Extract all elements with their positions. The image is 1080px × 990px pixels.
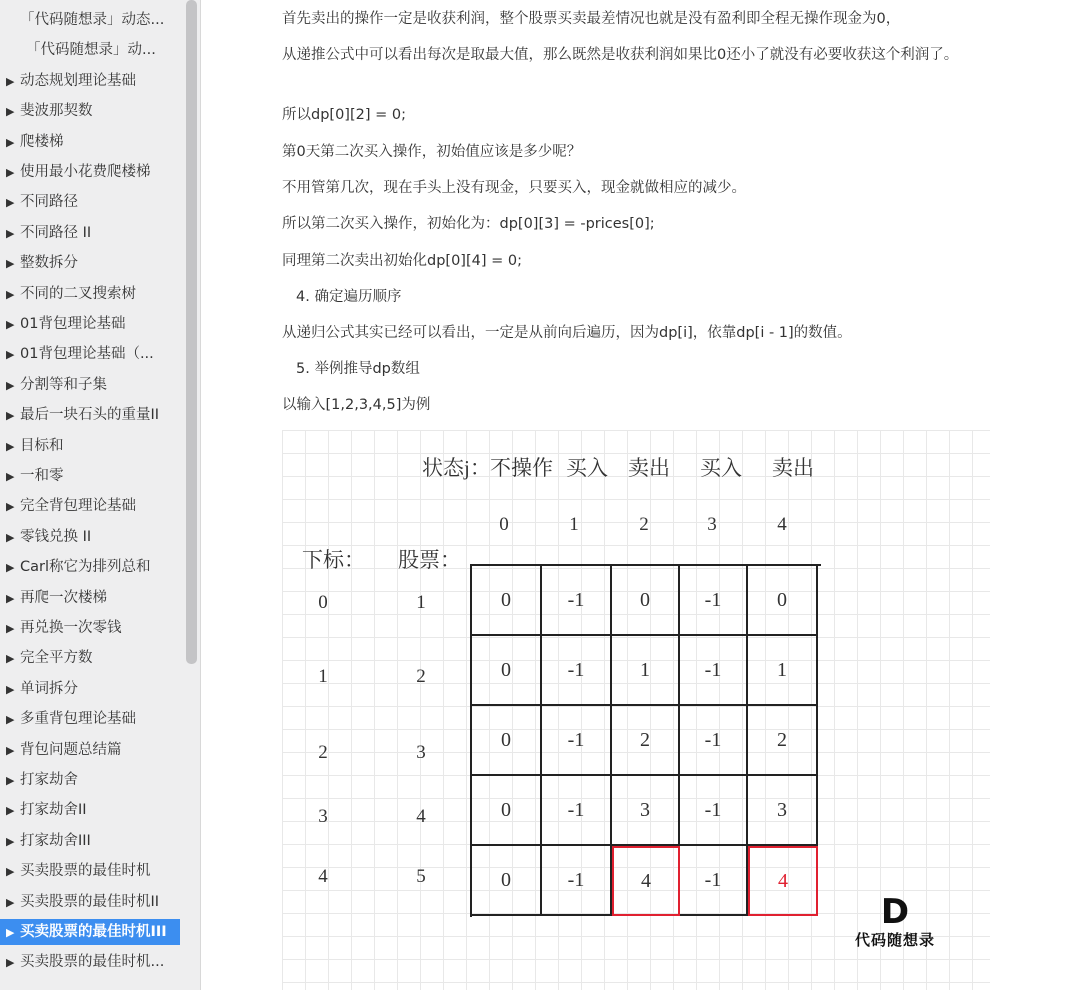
sidebar-item-label: 一和零 [20,468,64,484]
paragraph: 不用管第几次，现在手头上没有现金，只要买入，现金就做相应的减少。 [282,180,746,196]
expand-arrow-icon[interactable]: ▶ [6,530,15,544]
state-header: 不操作 [490,456,553,480]
sidebar-item[interactable] [0,737,180,763]
expand-arrow-icon[interactable]: ▶ [6,409,15,423]
sidebar-item[interactable] [0,645,180,671]
sidebar-item-label: 零钱兑换 II [20,528,92,545]
dp-cell: -1 [680,706,748,776]
paragraph: 第0天第二次买入操作，初始值应该是多少呢？ [282,144,582,160]
sidebar-item-label: 买卖股票的最佳时机III [20,924,167,940]
paragraph: 从递归公式其实已经可以看出，一定是从前向后遍历，因为dp[i]，依靠dp[i - 1]的数值。 [282,325,852,341]
expand-arrow-icon[interactable]: ▶ [6,287,15,301]
list-item: 5. 举例推导dp数组 [296,361,420,377]
dp-cell: -1 [542,706,612,776]
sidebar-item[interactable] [0,98,180,124]
sidebar-item[interactable] [0,615,180,641]
state-label: 状态j： [422,456,491,480]
sidebar-item[interactable] [0,919,180,945]
sidebar-item-label: 不同路径 [20,194,78,211]
sidebar-item[interactable] [0,889,180,915]
sidebar-item-label: 「代码随想录」动态... [20,12,165,28]
sidebar-item[interactable] [0,828,180,854]
expand-arrow-icon[interactable]: ▶ [6,196,15,210]
price-header: 股票： [398,548,461,572]
sidebar-item[interactable] [0,220,180,246]
sidebar-item-label: 01背包理论基础 [20,316,126,332]
sidebar-item[interactable] [0,858,180,884]
expand-arrow-icon[interactable]: ▶ [6,166,15,179]
sidebar-item-label: 单词拆分 [20,680,78,697]
expand-arrow-icon[interactable]: ▶ [6,500,15,514]
expand-arrow-icon[interactable]: ▶ [6,74,15,88]
expand-arrow-icon[interactable]: ▶ [6,135,15,149]
expand-arrow-icon[interactable]: ▶ [6,743,15,757]
sidebar-item[interactable] [0,189,180,215]
expand-arrow-icon[interactable]: ▶ [6,318,15,331]
dp-cell: 0 [748,566,818,636]
expand-arrow-icon[interactable]: ▶ [6,713,15,727]
index-header: 下标： [302,548,365,572]
sidebar-item-label: 完全背包理论基础 [20,498,136,515]
sidebar-item[interactable] [0,949,180,975]
sidebar-item-label: 整数拆分 [20,255,78,272]
sidebar-item-label: 打家劫舍III [20,832,91,849]
sidebar [0,0,201,990]
state-header: 买入 [566,456,608,480]
sidebar-item-label: 买卖股票的最佳时机... [20,954,165,971]
state-header: 买入 [700,456,742,480]
expand-arrow-icon[interactable]: ▶ [6,591,15,605]
sidebar-item-label: Carl称它为排列总和 [20,559,151,576]
sidebar-item[interactable] [0,341,180,367]
dp-cell: -1 [542,776,612,846]
logo-mark: D [880,892,910,932]
sidebar-item-label: 完全平方数 [20,650,93,667]
expand-arrow-icon[interactable]: ▶ [6,774,15,787]
paragraph: 首先卖出的操作一定是收获利润，整个股票买卖最差情况也就是没有盈利即全程无操作现金为0， [282,11,901,27]
sidebar-scrollbar[interactable] [186,0,197,664]
dp-cell: -1 [542,846,612,916]
sidebar-item[interactable] [0,524,180,550]
expand-arrow-icon[interactable]: ▶ [6,470,15,483]
sidebar-item[interactable] [0,767,180,793]
paragraph: 所以dp[0][2] = 0; [282,107,406,123]
sidebar-item[interactable] [0,433,180,459]
sidebar-item-label: 爬楼梯 [20,133,64,150]
sidebar-item-label: 打家劫舍II [20,802,87,819]
dp-cell: 0 [472,636,542,706]
column-index: 0 [499,514,509,535]
price-value: 2 [416,666,426,687]
logo [840,892,950,950]
logo-text: 代码随想录 [854,931,935,949]
sidebar-item-label: 不同路径 II [20,224,92,241]
sidebar-item-label: 斐波那契数 [20,103,93,120]
sidebar-item[interactable] [0,463,180,489]
dp-cell: 0 [472,706,542,776]
dp-cell: 0 [612,566,680,636]
sidebar-item-label: 使用最小花费爬楼梯 [20,164,151,180]
expand-arrow-icon[interactable]: ▶ [6,956,15,970]
sidebar-item[interactable] [0,372,180,398]
dp-cell: -1 [542,566,612,636]
dp-cell: 3 [612,776,680,846]
dp-cell: 3 [748,776,818,846]
row-index: 1 [318,666,328,687]
sidebar-item[interactable] [0,129,180,155]
expand-arrow-icon[interactable]: ▶ [6,895,15,909]
sidebar-item-label: 背包问题总结篇 [20,741,122,758]
sidebar-item-label: 目标和 [20,437,64,454]
dp-cell: 4 [612,846,680,916]
paragraph: 以输入[1,2,3,4,5]为例 [282,397,431,413]
row-index: 2 [318,742,328,763]
sidebar-item-label: 买卖股票的最佳时机II [20,893,160,910]
sidebar-item[interactable] [0,493,180,519]
dp-cell: -1 [680,776,748,846]
expand-arrow-icon[interactable]: ▶ [6,439,15,453]
dp-figure [282,430,990,990]
column-index: 3 [707,514,717,535]
sidebar-item[interactable] [0,585,180,611]
row-index: 0 [318,592,328,613]
paragraph: 所以第二次买入操作，初始化为：dp[0][3] = -prices[0]; [282,216,655,232]
sidebar-item[interactable] [0,706,180,732]
dp-cell: -1 [542,636,612,706]
paragraph: 从递推公式中可以看出每次是取最大值，那么既然是收获利润如果比0还小了就没有必要收获这个利润了。 [282,47,959,63]
column-index: 1 [569,514,579,535]
dp-cell: 0 [472,776,542,846]
expand-arrow-icon[interactable]: ▶ [6,348,15,362]
state-header: 卖出 [772,456,814,480]
price-value: 4 [416,806,426,827]
sidebar-item-label: 打家劫舍 [20,772,78,788]
sidebar-item-label: 买卖股票的最佳时机 [20,863,151,880]
sidebar-item[interactable] [0,159,180,185]
dp-cell: 4 [748,846,818,916]
sidebar-item[interactable] [0,68,180,94]
price-value: 1 [416,592,426,613]
expand-arrow-icon[interactable]: ▶ [6,834,15,848]
sidebar-item[interactable] [0,676,180,702]
sidebar-item-label: 再爬一次楼梯 [20,589,107,606]
sidebar-item[interactable] [0,37,180,63]
sidebar-item[interactable] [0,7,180,33]
expand-arrow-icon[interactable]: ▶ [6,257,15,271]
sidebar-item-label: 分割等和子集 [20,376,107,393]
row-index: 4 [318,866,328,887]
expand-arrow-icon[interactable]: ▶ [6,378,15,392]
sidebar-item-label: 动态规划理论基础 [20,72,136,89]
sidebar-item-label: 最后一块石头的重量II [20,407,160,424]
expand-arrow-icon[interactable]: ▶ [6,682,15,696]
expand-arrow-icon[interactable]: ▶ [6,561,15,575]
dp-cell: -1 [680,566,748,636]
column-index: 2 [639,514,649,535]
dp-cell: 0 [472,566,542,636]
price-value: 3 [416,742,426,763]
dp-table [470,564,821,917]
expand-arrow-icon[interactable]: ▶ [6,926,15,939]
sidebar-item[interactable] [0,281,180,307]
list-item: 4. 确定遍历顺序 [296,289,402,305]
state-header: 卖出 [628,456,670,480]
sidebar-item[interactable] [0,311,180,337]
expand-arrow-icon[interactable]: ▶ [6,865,15,879]
column-index: 4 [777,514,787,535]
row-index: 3 [318,806,328,827]
dp-cell: 0 [472,846,542,916]
dp-cell: 1 [612,636,680,706]
sidebar-item[interactable] [0,250,180,276]
dp-cell: -1 [680,846,748,916]
expand-arrow-icon[interactable]: ▶ [6,105,15,119]
sidebar-item-label: 不同的二叉搜索树 [20,285,136,302]
dp-cell: -1 [680,636,748,706]
dp-cell: 2 [748,706,818,776]
sidebar-item[interactable] [0,797,180,823]
expand-arrow-icon[interactable]: ▶ [6,804,15,818]
sidebar-item-label: 「代码随想录」动... [26,42,156,59]
sidebar-item-label: 01背包理论基础（... [20,346,154,363]
expand-arrow-icon[interactable]: ▶ [6,622,15,635]
sidebar-item-label: 再兑换一次零钱 [20,620,122,636]
sidebar-item[interactable] [0,402,180,428]
expand-arrow-icon[interactable]: ▶ [6,226,15,240]
dp-cell: 1 [748,636,818,706]
paragraph: 同理第二次卖出初始化dp[0][4] = 0; [282,253,522,269]
sidebar-item[interactable] [0,554,180,580]
dp-cell: 2 [612,706,680,776]
price-value: 5 [416,866,426,887]
sidebar-item-label: 多重背包理论基础 [20,711,136,728]
expand-arrow-icon[interactable]: ▶ [6,652,15,666]
